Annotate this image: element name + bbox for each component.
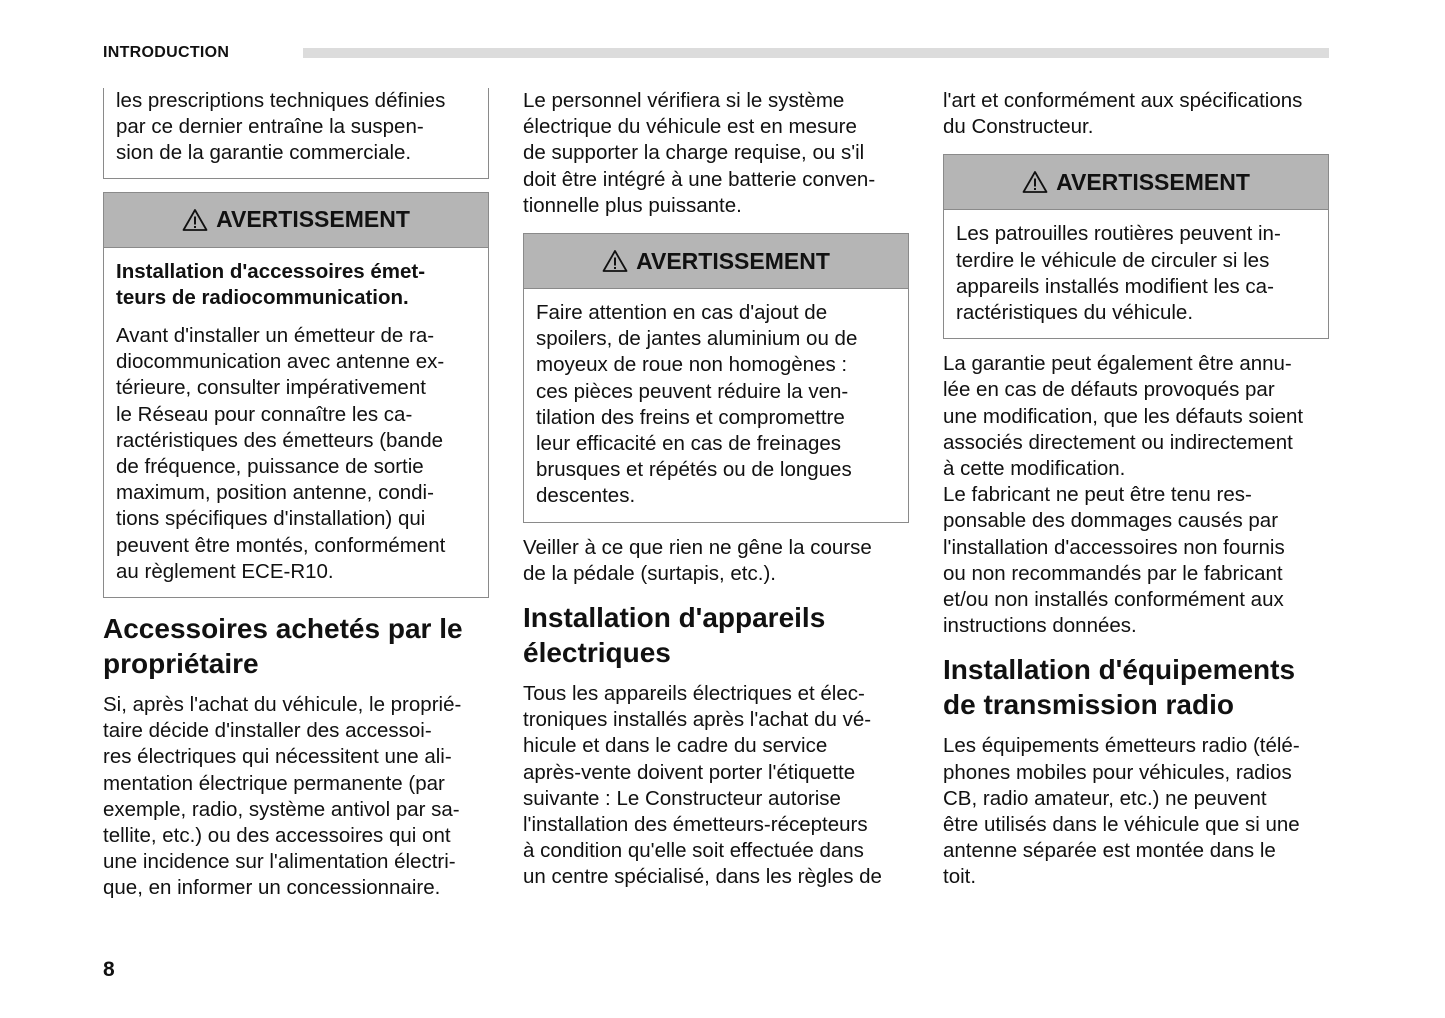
column-3 — [943, 88, 1329, 891]
paragraph-appareils: Tous les appareils électriques et élec- troniques installés après l'achat du vé- hicule et dans le cadre du service après-vente doivent porter l'étiquette suivante : Le Constructeur autorise l'installation des émetteurs-récepteurs à condition qu'elle soit effectuée dans un centre spécialisé, dans les règles de — [523, 682, 882, 889]
warning-header — [104, 193, 488, 248]
paragraph-art: l'art et conformément aux spécifications du Constructeur. — [943, 89, 1303, 139]
warning-header — [524, 234, 908, 289]
warning-triangle-icon — [182, 208, 208, 232]
header-rule — [303, 48, 1329, 58]
section-heading-transmission: Installation d'équipements de transmission radio — [943, 654, 1296, 721]
paragraph-garantie: La garantie peut également être annu- lée en cas de défauts provoqués par une modification, que les défauts soient associés directement ou indirectement à cette modification. Le fabricant ne peut être tenu res- ponsable des dommages causés par l'installation d'accessoires non fournis ou non recommandés par le fabricant et/ou non installés conformément aux instructions données. — [943, 352, 1304, 638]
warning-box-radio — [103, 192, 489, 598]
continued-box — [103, 88, 489, 179]
continued-text: les prescriptions techniques définies par ce dernier entraîne la suspen- sion de la garantie commerciale. — [116, 89, 446, 165]
warning-text: Les patrouilles routières peuvent in- terdire le véhicule de circuler si les appareils installés modifient les ca- ractéristiques du véhicule. — [956, 222, 1281, 325]
page-number: 8 — [103, 958, 115, 981]
warning-box-spoilers — [523, 233, 909, 523]
warning-text: Faire attention en cas d'ajout de spoilers, de jantes aluminium ou de moyeux de roue non homogènes : ces pièces peuvent réduire la ven- tilation des freins et compromettre leur efficacité en cas de freinages brusques et répétés ou de longues descentes. — [536, 301, 858, 508]
paragraph-transmission: Les équipements émetteurs radio (télé- phones mobiles pour véhicules, radios CB, radio amateur, etc.) ne peuvent être utilisés dans le véhicule que si une antenne séparée est montée dans le toit. — [943, 734, 1300, 889]
section-heading-appareils: Installation d'appareils électriques — [523, 602, 826, 669]
warning-box-patrouilles — [943, 154, 1329, 339]
section-header: INTRODUCTION — [103, 44, 230, 61]
warning-triangle-icon — [1022, 170, 1048, 194]
warning-body — [104, 248, 488, 597]
warning-body — [944, 210, 1328, 338]
warning-title: AVERTISSEMENT — [636, 247, 830, 274]
warning-body — [524, 289, 908, 522]
warning-text: Avant d'installer un émetteur de ra- diocommunication avec antenne ex- térieure, consulter impérativement le Réseau pour connaître les ca- ractéristiques des émetteurs (bande de fréquence, puissance de sortie maximum, position antenne, condi- tions spécifiques d'installation) qui peuvent être montés, conformément au règlement ECE-R10. — [116, 324, 446, 583]
column-1 — [103, 88, 489, 902]
paragraph-accessoires: Si, après l'achat du véhicule, le proprié- taire décide d'installer des accessoi- res électriques qui nécessitent une ali- mentation électrique permanente (par exemple, radio, système antivol par sa- tellite, etc.) ou des accessoires qui ont une incidence sur l'alimentation électri- que, en informer un concessionnaire. — [103, 693, 462, 900]
warning-header — [944, 155, 1328, 210]
warning-subtitle: Installation d'accessoires émet- teurs de radiocommunication. — [116, 259, 426, 309]
warning-triangle-icon — [602, 249, 628, 273]
column-2 — [523, 88, 909, 891]
warning-title: AVERTISSEMENT — [1056, 168, 1250, 195]
paragraph-pedale: Veiller à ce que rien ne gêne la course de la pédale (surtapis, etc.). — [523, 535, 872, 585]
warning-title: AVERTISSEMENT — [216, 206, 410, 233]
paragraph-personnel: Le personnel vérifiera si le système électrique du véhicule est en mesure de supporter la charge requise, ou s'il doit être intégré à une batterie conven- tionnelle plus puissante. — [523, 89, 876, 217]
section-heading-accessoires: Accessoires achetés par le propriétaire — [103, 613, 463, 680]
